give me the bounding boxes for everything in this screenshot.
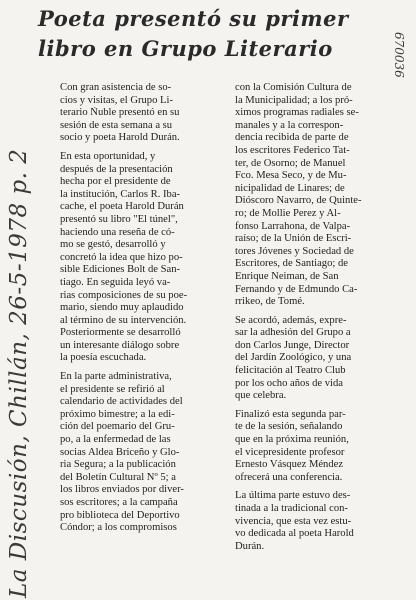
text-line: cios y visitas, el Grupo Li- — [60, 94, 173, 106]
text-line: mario, siendo muy aplaudido — [60, 302, 184, 314]
text-line: el vicepresidente profesor — [235, 446, 345, 458]
text-line: Posteriormente se desarrolló — [60, 327, 181, 339]
text-line: próximo bimestre; a la edi- — [60, 408, 175, 420]
text-line: La última parte estuvo des- — [235, 490, 351, 502]
text-line: rrikeo, de Tomé. — [235, 296, 305, 308]
text-line: los libros enviados por diver- — [60, 484, 184, 496]
text-line: sesión de esta semana a su — [60, 119, 173, 131]
text-line: Se acordó, además, expre- — [235, 314, 347, 326]
text-line: Escritores, de Santiago; de — [235, 258, 348, 270]
text-line: raíso; de la Unión de Escri- — [235, 233, 352, 245]
text-line: Con gran asistencia de so- — [60, 82, 172, 93]
text-line: ro; de Mollie Perez y Al- — [235, 207, 341, 219]
text-line: por los ocho años de vida — [235, 377, 343, 389]
text-line: mo se gestó, desarrolló y — [60, 239, 166, 251]
article-paragraph — [225, 82, 395, 309]
text-line: ria Segura; a la publicación — [60, 459, 176, 471]
article-paragraph — [50, 151, 210, 365]
text-line: fonso Larrahona, de Valpa- — [235, 220, 351, 232]
text-line: Ernesto Vásquez Méndez — [235, 459, 344, 471]
text-line: felicitación al Teatro Club — [235, 365, 346, 377]
text-line: que celebra. — [235, 390, 287, 402]
text-line: Dióscoro Navarro, de Quinte- — [235, 195, 362, 207]
text-line: del Jardín Zoológico, y una — [235, 352, 352, 364]
text-line: Fco. Mesa Seco, y de Mu- — [235, 170, 347, 182]
text-line: la poesía escuchada. — [60, 352, 147, 364]
text-line: concretó la idea que hizo po- — [60, 251, 183, 263]
article-paragraph — [225, 409, 395, 485]
article-paragraph — [225, 490, 395, 553]
text-line: te de la sesión, señalando — [235, 421, 343, 433]
text-line: nicipalidad de Linares; de — [235, 182, 345, 194]
text-line: ter, de Osorno; de Manuel — [235, 157, 346, 169]
text-line: la institución, Carlos R. Iba- — [60, 188, 181, 200]
headline-line-1: Poeta presentó su primer — [38, 6, 349, 31]
text-line: al término de su intervención. — [60, 314, 187, 326]
text-line: ximos programas radiales se- — [235, 107, 359, 119]
text-line: con la Comisión Cultura de — [235, 82, 352, 93]
text-line: el presidente se refirió al — [60, 383, 165, 395]
text-line: después de la presentación — [60, 163, 173, 175]
text-line: haciendo una reseña de có- — [60, 226, 175, 238]
text-line: ción del poemario del Gru- — [60, 421, 175, 433]
text-line: Finalizó esta segunda par- — [235, 408, 346, 420]
text-line: pro biblioteca del Deportivo — [60, 509, 180, 521]
text-line: que en la próxima reunión, — [235, 434, 349, 446]
text-line: Durán. — [235, 540, 265, 552]
handwritten-catalog-code: 670036 — [392, 32, 406, 78]
text-line: sar la adhesión del Grupo a — [235, 327, 351, 339]
article-paragraph — [50, 82, 210, 145]
text-line: dencia recibida de parte de — [235, 132, 349, 144]
text-line: ofrecerá una conferencia. — [235, 471, 343, 483]
article-column-right — [225, 82, 395, 559]
text-line: presentó su libro "El túnel", — [60, 213, 178, 225]
text-line: socio y poeta Harold Durán. — [60, 132, 180, 144]
handwritten-source-note: La Discusión, Chillán, 26-5-1978 p. 2 — [6, 148, 32, 598]
text-line: del Boletín Cultural Nº 5; a — [60, 471, 176, 483]
text-line: tores Jóvenes y Sociedad de — [235, 245, 354, 257]
text-line: sible Ediciones Bolt de San- — [60, 264, 181, 276]
text-line: rias composiciones de su poe- — [60, 289, 188, 301]
text-line: po, a la enfermedad de las — [60, 434, 171, 446]
text-line: terario Ñuble presentó en su — [60, 107, 180, 119]
article-paragraph — [225, 315, 395, 403]
text-line: calendario de actividades del — [60, 396, 183, 408]
text-line: tiago. En seguida leyó va- — [60, 276, 171, 288]
article-paragraph — [50, 371, 210, 535]
text-line: tinada a la tradicional con- — [235, 503, 348, 514]
text-line: la Municipalidad; a los pró- — [235, 94, 353, 106]
text-line: Fernando y de Edmundo Ca- — [235, 283, 358, 295]
text-line: manales y a la correspon- — [235, 119, 344, 131]
text-line: En esta oportunidad, y — [60, 150, 156, 162]
text-line: cache, el poeta Harold Durán — [60, 201, 184, 213]
text-line: Enrique Neiman, de San — [235, 270, 339, 282]
text-line: sos escritores; a la campaña — [60, 497, 178, 508]
article-headline — [38, 4, 410, 64]
text-line: un interesante diálogo sobre — [60, 339, 180, 351]
text-line: hecha por el presidente de — [60, 176, 171, 188]
headline-line-2: libro en Grupo Literario — [38, 36, 333, 61]
text-line: socias Aldea Briceño y Glo- — [60, 446, 180, 458]
text-line: En la parte administrativa, — [60, 371, 172, 383]
article-column-left — [50, 82, 210, 541]
text-line: Cóndor; a los compromisos — [60, 522, 177, 534]
text-line: vivencia, que esta vez estu- — [235, 515, 352, 527]
text-line: los escritores Federico Tat- — [235, 144, 350, 156]
text-line: don Carlos Junge, Director — [235, 339, 350, 351]
text-line: vo dedicada al poeta Harold — [235, 528, 354, 540]
